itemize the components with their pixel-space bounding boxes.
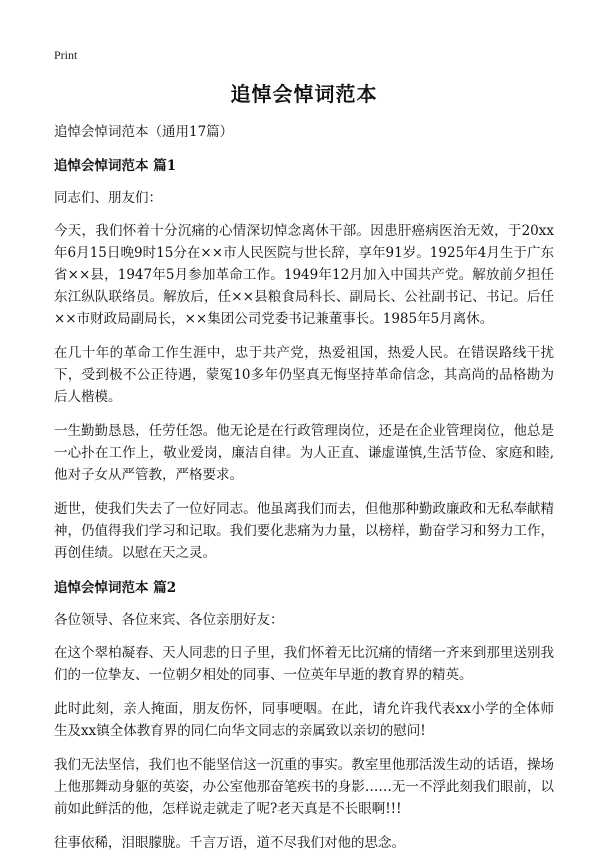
paragraph: 此时此刻，亲人掩面，朋友伤怀，同事哽咽。在此，请允许我代表xx小学的全体师生及xx镇全体教育界的同仁向华文同志的亲属致以亲切的慰问! xyxy=(54,701,554,739)
section-heading: 追悼会悼词范本 篇2 xyxy=(54,580,177,596)
paragraph: 逝世，使我们失去了一位好同志。他虽离我们而去，但他那种勤政廉政和无私奉献精神，仍值得我们学习和记取。我们要化悲痛为力量，以榜样，勤奋学习和努力工作，再创佳绩。以慰在天之灵。 xyxy=(54,501,554,561)
paragraph: 一生勤勤恳恳，任劳任怨。他无论是在行政管理岗位，还是在企业管理岗位，他总是一心扑在工作上，敬业爱岗，廉洁自律。为人正直、谦虚谨慎,生活节俭、家庭和睦,他对子女从严管教，严格要求。 xyxy=(54,423,554,483)
paragraph: 在这个翠柏凝春、天人同悲的日子里，我们怀着无比沉痛的情绪一齐来到那里送别我们的一位挚友、一位朝夕相处的同事、一位英年早逝的教育界的精英。 xyxy=(54,645,554,683)
paragraph: 在几十年的革命工作生涯中，忠于共产党，热爱祖国，热爱人民。在错误路线干扰下，受到极不公正待遇，蒙冤10多年仍坚真无悔坚持革命信念，其高尚的品格勘为后人楷模。 xyxy=(54,345,554,405)
section-1 xyxy=(54,156,554,564)
section-heading: 追悼会悼词范本 篇1 xyxy=(54,158,177,174)
section-greeting: 同志们、朋友们： xyxy=(54,190,162,206)
paragraph: 今天，我们怀着十分沉痛的心情深切悼念离休干部。因患肝癌病医治无效，于20xx年6月15日晚9时15分在××市人民医院与世长辞，享年91岁。1925年4月生于广东省××县，1947年5月参加革命工作。1949年12月加入中国共产党。解放前夕担任东江纵队联络员。解放后，任××县粮食局科长、副局长、公社副书记、书记。后任××市财政局副局长，××集团公司党委书记兼董事长。1985年5月离休。 xyxy=(54,223,554,327)
document-title: 追悼会悼词范本 xyxy=(230,82,378,106)
document-subtitle: 追悼会悼词范本（通用17篇） xyxy=(54,124,234,140)
section-2 xyxy=(54,578,554,854)
section-greeting: 各位领导、各位来宾、各位亲朋好友： xyxy=(54,612,284,628)
paragraph: 往事依稀，泪眼朦胧。千言万语，道不尽我们对他的思念。 xyxy=(54,835,405,851)
paragraph: 我们无法坚信，我们也不能坚信这一沉重的事实。教室里他那活泼生动的话语，操场上他那舞动身躯的英姿，办公室他那奋笔疾书的身影……无一不浮此刻我们眼前，以前如此鲜活的他，怎样说走就走了呢?老天真是不长眼啊!!! xyxy=(54,757,554,817)
print-label: Print xyxy=(54,48,78,62)
